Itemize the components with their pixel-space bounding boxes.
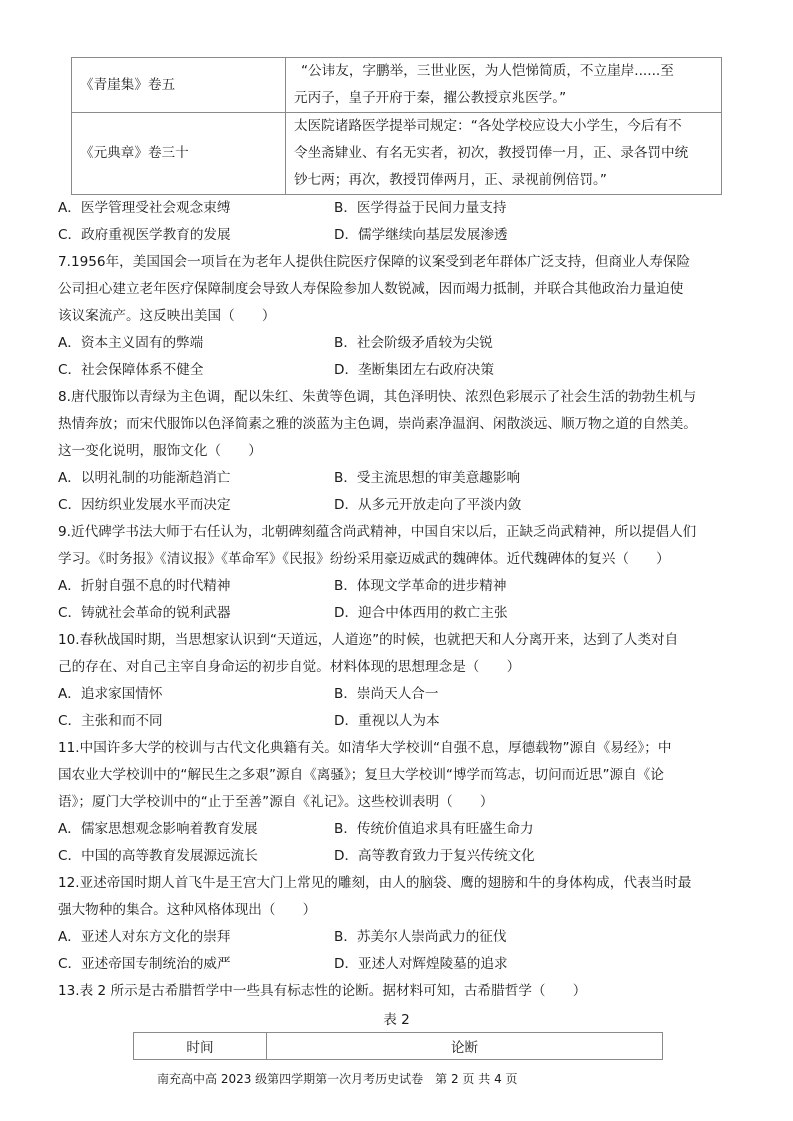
q7-option-b: B．社会阶级矛盾较为尖锐 xyxy=(334,335,493,351)
source-excerpt xyxy=(286,58,722,113)
q7-stem-line: 公司担心建立老年医疗保障制度会导致人寿保险参加人数锐减，因而竭力抵制，并联合其他政治力量迫使 xyxy=(58,281,684,297)
q12-option-b: B．苏美尔人崇尚武力的征伐 xyxy=(334,929,507,945)
q12-stem-line: 强大物种的集合。这种风格体现出（ ） xyxy=(58,902,317,918)
source-excerpt xyxy=(286,113,722,195)
table2-header-time: 时间 xyxy=(134,1033,267,1060)
table2-header-assertion: 论断 xyxy=(267,1033,663,1060)
q9-option-d: D．迎合中体西用的救亡主张 xyxy=(334,605,508,621)
source-table-row xyxy=(72,58,722,113)
table2 xyxy=(133,1032,663,1060)
q9-option-c: C．铸就社会革命的锐利武器 xyxy=(58,605,231,621)
q9-stem-line: 学习。《时务报》《清议报》《革命军》《民报》纷纷采用豪迈威武的魏碑体。近代魏碑体的复兴（ ） xyxy=(58,551,670,567)
q10-option-a: A．追求家国情怀 xyxy=(58,686,163,702)
q9-option-a: A．折射自强不息的时代精神 xyxy=(58,578,231,594)
q7-option-a: A．资本主义固有的弊端 xyxy=(58,335,204,351)
q10-stem-line: 己的存在、对自己主宰自身命运的初步自觉。材料体现的思想理念是（ ） xyxy=(58,659,521,675)
q11-option-a: A．儒家思想观念影响着教育发展 xyxy=(58,821,258,837)
q8-option-b: B．受主流思想的审美意趣影响 xyxy=(334,470,521,486)
q8-stem-line: 热情奔放；而宋代服饰以色泽简素之雅的淡蓝为主色调，崇尚素净温润、闲散淡远、顺万物之道的自然美。 xyxy=(58,416,697,432)
page-footer: 南充高中高 2023 级第四学期第一次月考历史试卷 第 2 页 共 4 页 xyxy=(157,1072,518,1086)
q6-option-d: D．儒学继续向基层发展渗透 xyxy=(334,227,508,243)
q10-option-c: C．主张和而不同 xyxy=(58,713,163,729)
q11-option-b: B．传统价值追求具有旺盛生命力 xyxy=(334,821,534,837)
q11-stem-line: 11.中国许多大学的校训与古代文化典籍有关。如清华大学校训“自强不息，厚德载物”源自《易经》；中 xyxy=(58,740,672,756)
q7-option-d: D．垄断集团左右政府决策 xyxy=(334,362,494,378)
source-name xyxy=(72,113,286,195)
source-name-text: 《青崖集》卷五 xyxy=(80,76,176,93)
q11-option-c: C．中国的高等教育发展源远流长 xyxy=(58,848,258,864)
excerpt-line: 太医院诸路医学提举司规定：“各处学校应设大小学生，今后有不 xyxy=(294,118,682,134)
table2-caption: 表 2 xyxy=(383,1012,410,1028)
source-table xyxy=(71,57,722,195)
source-table-row xyxy=(72,113,722,195)
source-name xyxy=(72,58,286,113)
q13-stem-line: 13.表 2 所示是古希腊哲学中一些具有标志性的论断。据材料可知，古希腊哲学（ ） xyxy=(58,983,587,999)
q10-option-d: D．重视以人为本 xyxy=(334,713,440,729)
table2-header-row xyxy=(134,1033,663,1060)
q8-option-a: A．以明礼制的功能渐趋消亡 xyxy=(58,470,231,486)
q7-stem-line: 7.1956年，美国国会一项旨在为老年人提供住院医疗保障的议案受到老年群体广泛支持，但商业人寿保险 xyxy=(58,254,691,270)
q12-option-c: C．亚述帝国专制统治的威严 xyxy=(58,956,231,972)
q10-option-b: B．崇尚天人合一 xyxy=(334,686,439,702)
excerpt-line: 令坐斋肄业、有名无实者，初次，教授罚俸一月，正、录各罚中统 xyxy=(294,145,689,161)
q6-option-b: B．医学得益于民间力量支持 xyxy=(334,200,507,216)
q9-option-b: B．体现文学革命的进步精神 xyxy=(334,578,507,594)
q7-option-c: C．社会保障体系不健全 xyxy=(58,362,204,378)
q8-stem-line: 8.唐代服饰以青绿为主色调，配以朱红、朱黄等色调，其色泽明快、浓烈色彩展示了社会生活的勃勃生机与 xyxy=(58,389,697,405)
q8-option-c: C．因纺织业发展水平而决定 xyxy=(58,497,231,513)
source-name-text: 《元典章》卷三十 xyxy=(80,145,189,161)
excerpt-line: 钞七两；再次，教授罚俸两月，正、录视前例倍罚。” xyxy=(294,172,607,188)
q7-stem-line: 该议案流产。这反映出美国（ ） xyxy=(58,308,276,324)
q10-stem-line: 10.春秋战国时期，当思想家认识到“天道远，人道迩”的时候，也就把天和人分离开来，达到了人类对自 xyxy=(58,632,679,648)
q6-option-c: C．政府重视医学教育的发展 xyxy=(58,227,231,243)
q12-stem-line: 12.亚述帝国时期人首飞牛是王宫大门上常见的雕刻，由人的脑袋、鹰的翅膀和牛的身体构成，代表当时最 xyxy=(58,875,692,891)
q6-option-a: A．医学管理受社会观念束缚 xyxy=(58,200,231,216)
q8-option-d: D．从多元开放走向了平淡内敛 xyxy=(334,497,522,513)
q12-option-a: A．亚述人对东方文化的崇拜 xyxy=(58,929,231,945)
excerpt-line: “公讳友，字鹏举，三世业医，为人恺悌简质，不立崖岸......至 xyxy=(301,63,674,79)
q11-stem-line: 语》；厦门大学校训中的“止于至善”源自《礼记》。这些校训表明（ ） xyxy=(58,794,494,810)
q11-stem-line: 国农业大学校训中的“解民生之多艰”源自《离骚》；复旦大学校训“博学而笃志，切问而近思”源自《论 xyxy=(58,767,664,783)
q12-option-d: D．亚述人对辉煌陵墓的追求 xyxy=(334,956,508,972)
q8-stem-line: 这一变化说明，服饰文化（ ） xyxy=(58,443,262,459)
q11-option-d: D．高等教育致力于复兴传统文化 xyxy=(334,848,535,864)
q9-stem-line: 9.近代碑学书法大师于右任认为，北朝碑刻蕴含尚武精神，中国自宋以后，正缺乏尚武精神，所以提倡人们 xyxy=(58,524,697,540)
excerpt-line: 元丙子，皇子开府于秦，擢公教授京兆医学。” xyxy=(294,90,567,106)
